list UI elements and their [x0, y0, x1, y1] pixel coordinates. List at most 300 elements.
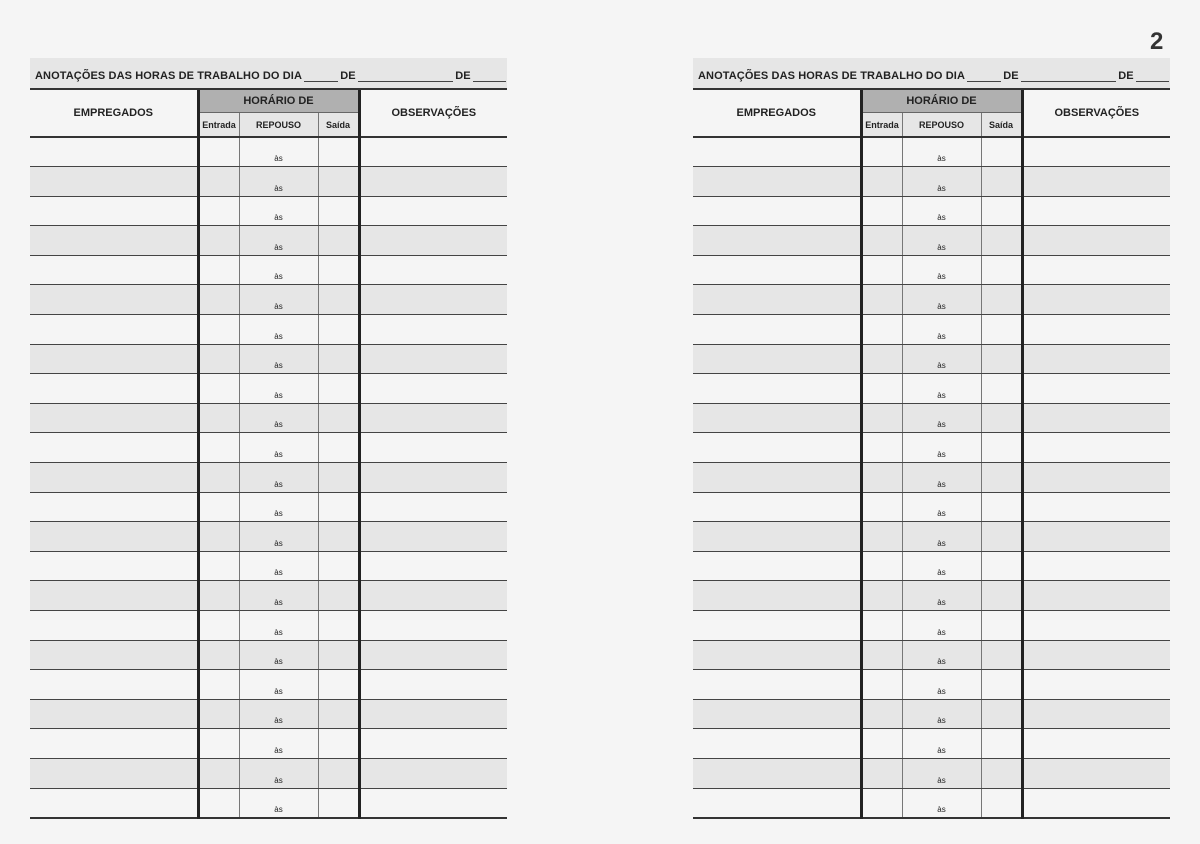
rest-cell[interactable] [239, 640, 318, 670]
rest-separator: às [274, 390, 283, 400]
employee-cell[interactable] [30, 670, 198, 700]
rest-cell[interactable] [239, 788, 318, 818]
employee-cell[interactable] [693, 788, 861, 818]
rest-cell[interactable] [239, 433, 318, 463]
entry-cell[interactable] [861, 374, 902, 404]
rest-cell[interactable] [902, 403, 981, 433]
rest-cell[interactable] [902, 522, 981, 552]
entry-cell[interactable] [861, 344, 902, 374]
exit-cell[interactable] [318, 699, 359, 729]
entry-cell[interactable] [198, 522, 239, 552]
employee-cell[interactable] [693, 433, 861, 463]
rest-separator: às [937, 538, 946, 548]
entry-cell[interactable] [861, 285, 902, 315]
rest-cell[interactable] [239, 463, 318, 493]
exit-cell[interactable] [981, 699, 1022, 729]
table-row [30, 522, 507, 552]
table-row [693, 788, 1170, 818]
rest-separator: às [274, 686, 283, 696]
notes-cell[interactable] [1022, 344, 1170, 374]
entry-cell[interactable] [198, 670, 239, 700]
rest-cell[interactable] [902, 788, 981, 818]
exit-cell[interactable] [318, 403, 359, 433]
exit-header: Saída [318, 113, 359, 137]
employee-cell[interactable] [30, 758, 198, 788]
entry-cell[interactable] [198, 226, 239, 256]
notes-cell[interactable] [359, 285, 507, 315]
entry-cell[interactable] [861, 492, 902, 522]
rest-cell[interactable] [239, 374, 318, 404]
exit-cell[interactable] [318, 374, 359, 404]
rest-cell[interactable] [902, 699, 981, 729]
entry-cell[interactable] [861, 699, 902, 729]
exit-cell[interactable] [981, 729, 1022, 759]
table-row [30, 167, 507, 197]
entry-cell[interactable] [198, 403, 239, 433]
table-row [30, 758, 507, 788]
table-row [693, 699, 1170, 729]
rest-separator: às [274, 272, 283, 282]
rest-cell[interactable] [239, 522, 318, 552]
notes-cell[interactable] [359, 403, 507, 433]
notes-cell[interactable] [1022, 551, 1170, 581]
timesheet-table [30, 90, 507, 819]
exit-cell[interactable] [318, 137, 359, 167]
entry-cell[interactable] [198, 463, 239, 493]
exit-cell[interactable] [981, 611, 1022, 641]
employee-cell[interactable] [30, 226, 198, 256]
exit-cell[interactable] [981, 403, 1022, 433]
employee-cell[interactable] [30, 167, 198, 197]
table-row [693, 581, 1170, 611]
rest-cell[interactable] [239, 285, 318, 315]
notes-cell[interactable] [359, 640, 507, 670]
notes-cell[interactable] [359, 611, 507, 641]
notes-cell[interactable] [359, 581, 507, 611]
employee-cell[interactable] [693, 699, 861, 729]
rest-separator: às [274, 568, 283, 578]
notes-cell[interactable] [1022, 758, 1170, 788]
notes-cell[interactable] [1022, 699, 1170, 729]
exit-cell[interactable] [981, 788, 1022, 818]
notes-header: OBSERVAÇÕES [359, 90, 507, 137]
employee-cell[interactable] [693, 492, 861, 522]
entry-cell[interactable] [198, 167, 239, 197]
employee-cell[interactable] [30, 344, 198, 374]
rest-cell[interactable] [902, 640, 981, 670]
notes-cell[interactable] [1022, 167, 1170, 197]
exit-cell[interactable] [318, 167, 359, 197]
exit-cell[interactable] [318, 729, 359, 759]
entry-cell[interactable] [861, 255, 902, 285]
exit-cell[interactable] [318, 433, 359, 463]
exit-cell[interactable] [981, 255, 1022, 285]
rest-cell[interactable] [902, 551, 981, 581]
entry-cell[interactable] [198, 492, 239, 522]
exit-cell[interactable] [318, 670, 359, 700]
rest-cell[interactable] [902, 344, 981, 374]
rest-cell[interactable] [902, 729, 981, 759]
notes-cell[interactable] [359, 255, 507, 285]
rest-cell[interactable] [902, 285, 981, 315]
notes-cell[interactable] [359, 670, 507, 700]
entry-cell[interactable] [198, 255, 239, 285]
employee-cell[interactable] [30, 255, 198, 285]
rest-separator: às [937, 598, 946, 607]
table-row [30, 315, 507, 345]
entry-cell[interactable] [861, 433, 902, 463]
exit-cell[interactable] [981, 226, 1022, 256]
entry-cell[interactable] [861, 226, 902, 256]
title-de-label: DE [455, 70, 471, 82]
entry-cell[interactable] [861, 167, 902, 197]
rest-separator: às [274, 302, 283, 312]
exit-cell[interactable] [318, 522, 359, 552]
notes-cell[interactable] [1022, 433, 1170, 463]
notes-cell[interactable] [359, 729, 507, 759]
employee-cell[interactable] [693, 315, 861, 345]
table-row [30, 699, 507, 729]
rest-separator: às [937, 213, 946, 223]
entry-cell[interactable] [861, 758, 902, 788]
day-blank-field[interactable] [304, 71, 338, 82]
rest-separator: às [937, 657, 946, 667]
employee-cell[interactable] [693, 670, 861, 700]
sheet-title: ANOTAÇÕES DAS HORAS DE TRABALHO DO DIA [35, 70, 302, 82]
entry-cell[interactable] [198, 640, 239, 670]
exit-cell[interactable] [318, 285, 359, 315]
entry-cell[interactable] [198, 315, 239, 345]
entry-cell[interactable] [198, 196, 239, 226]
employee-cell[interactable] [693, 374, 861, 404]
table-row [30, 344, 507, 374]
rest-cell[interactable] [902, 492, 981, 522]
employee-cell[interactable] [30, 640, 198, 670]
notes-cell[interactable] [359, 433, 507, 463]
entry-cell[interactable] [861, 581, 902, 611]
notes-cell[interactable] [1022, 611, 1170, 641]
right-timesheet [693, 58, 1170, 819]
table-row [30, 581, 507, 611]
notes-cell[interactable] [1022, 315, 1170, 345]
entry-cell[interactable] [198, 699, 239, 729]
employee-cell[interactable] [693, 729, 861, 759]
employee-cell[interactable] [30, 699, 198, 729]
employee-cell[interactable] [693, 196, 861, 226]
exit-cell[interactable] [318, 226, 359, 256]
entry-cell[interactable] [198, 551, 239, 581]
exit-cell[interactable] [981, 551, 1022, 581]
notes-cell[interactable] [1022, 522, 1170, 552]
table-row [693, 463, 1170, 493]
notes-cell[interactable] [1022, 492, 1170, 522]
notes-cell[interactable] [1022, 640, 1170, 670]
table-row [693, 758, 1170, 788]
notes-cell[interactable] [359, 699, 507, 729]
year-blank-field[interactable] [473, 71, 506, 82]
employee-cell[interactable] [30, 729, 198, 759]
employee-cell[interactable] [693, 463, 861, 493]
exit-cell[interactable] [981, 344, 1022, 374]
employee-cell[interactable] [30, 581, 198, 611]
notes-header: OBSERVAÇÕES [1022, 90, 1170, 137]
rest-cell[interactable] [902, 670, 981, 700]
employee-cell[interactable] [30, 137, 198, 167]
notes-cell[interactable] [359, 344, 507, 374]
notes-cell[interactable] [1022, 255, 1170, 285]
schedule-header: HORÁRIO DE [198, 90, 359, 113]
rest-cell[interactable] [902, 255, 981, 285]
entry-header: Entrada [198, 113, 239, 137]
entry-cell[interactable] [198, 611, 239, 641]
rest-cell[interactable] [239, 492, 318, 522]
notes-cell[interactable] [1022, 285, 1170, 315]
rest-cell[interactable] [902, 758, 981, 788]
employee-cell[interactable] [30, 551, 198, 581]
rest-cell[interactable] [239, 167, 318, 197]
employee-cell[interactable] [693, 522, 861, 552]
employee-cell[interactable] [30, 611, 198, 641]
exit-cell[interactable] [981, 758, 1022, 788]
notes-cell[interactable] [1022, 196, 1170, 226]
entry-cell[interactable] [198, 433, 239, 463]
exit-cell[interactable] [981, 137, 1022, 167]
rest-separator: às [274, 213, 283, 223]
employee-cell[interactable] [693, 611, 861, 641]
rest-separator: às [937, 154, 946, 164]
rest-cell[interactable] [239, 551, 318, 581]
notes-cell[interactable] [359, 758, 507, 788]
notes-cell[interactable] [359, 137, 507, 167]
rest-separator: às [937, 242, 946, 252]
rest-cell[interactable] [239, 699, 318, 729]
exit-cell[interactable] [318, 492, 359, 522]
rest-cell[interactable] [902, 433, 981, 463]
exit-cell[interactable] [318, 788, 359, 818]
table-row [693, 492, 1170, 522]
notes-cell[interactable] [1022, 670, 1170, 700]
rest-separator: às [937, 745, 946, 755]
entry-cell[interactable] [861, 670, 902, 700]
entry-cell[interactable] [861, 788, 902, 818]
exit-cell[interactable] [981, 463, 1022, 493]
entry-cell[interactable] [861, 315, 902, 345]
notes-cell[interactable] [359, 788, 507, 818]
rest-cell[interactable] [902, 463, 981, 493]
entry-cell[interactable] [198, 581, 239, 611]
notes-cell[interactable] [1022, 581, 1170, 611]
entry-cell[interactable] [861, 640, 902, 670]
notes-cell[interactable] [359, 463, 507, 493]
exit-cell[interactable] [981, 581, 1022, 611]
entry-cell[interactable] [198, 374, 239, 404]
exit-cell[interactable] [318, 255, 359, 285]
rest-cell[interactable] [239, 344, 318, 374]
employee-cell[interactable] [30, 492, 198, 522]
rest-separator: às [274, 154, 283, 164]
table-row [693, 167, 1170, 197]
entry-cell[interactable] [861, 137, 902, 167]
entry-cell[interactable] [861, 463, 902, 493]
employee-cell[interactable] [693, 758, 861, 788]
employee-cell[interactable] [693, 167, 861, 197]
rest-cell[interactable] [239, 581, 318, 611]
employee-cell[interactable] [30, 433, 198, 463]
table-row [693, 226, 1170, 256]
rest-separator: às [937, 568, 946, 578]
exit-cell[interactable] [318, 640, 359, 670]
schedule-header: HORÁRIO DE [861, 90, 1022, 113]
rest-cell[interactable] [239, 137, 318, 167]
exit-cell[interactable] [318, 581, 359, 611]
notes-cell[interactable] [1022, 788, 1170, 818]
left-timesheet [30, 58, 507, 819]
rest-cell[interactable] [239, 758, 318, 788]
notes-cell[interactable] [359, 226, 507, 256]
rest-cell[interactable] [902, 374, 981, 404]
rest-cell[interactable] [902, 315, 981, 345]
exit-cell[interactable] [318, 463, 359, 493]
rest-cell[interactable] [239, 670, 318, 700]
exit-cell[interactable] [318, 551, 359, 581]
table-row [30, 226, 507, 256]
table-row [693, 374, 1170, 404]
exit-cell[interactable] [981, 522, 1022, 552]
rest-cell[interactable] [902, 137, 981, 167]
employee-cell[interactable] [693, 640, 861, 670]
entry-cell[interactable] [861, 551, 902, 581]
entry-cell[interactable] [198, 344, 239, 374]
exit-cell[interactable] [318, 196, 359, 226]
employee-cell[interactable] [693, 226, 861, 256]
exit-cell[interactable] [981, 196, 1022, 226]
employee-cell[interactable] [30, 374, 198, 404]
notes-cell[interactable] [359, 492, 507, 522]
table-row [30, 374, 507, 404]
sheet-title: ANOTAÇÕES DAS HORAS DE TRABALHO DO DIA [698, 70, 965, 82]
notes-cell[interactable] [359, 167, 507, 197]
notes-cell[interactable] [359, 196, 507, 226]
rest-cell[interactable] [902, 226, 981, 256]
notes-cell[interactable] [1022, 463, 1170, 493]
title-de-label: DE [340, 70, 356, 82]
employee-cell[interactable] [693, 551, 861, 581]
exit-cell[interactable] [981, 374, 1022, 404]
entry-cell[interactable] [861, 522, 902, 552]
exit-cell[interactable] [981, 492, 1022, 522]
rest-cell[interactable] [902, 196, 981, 226]
year-blank-field[interactable] [1136, 71, 1169, 82]
rest-cell[interactable] [239, 196, 318, 226]
notes-cell[interactable] [359, 374, 507, 404]
exit-cell[interactable] [318, 315, 359, 345]
entry-cell[interactable] [861, 729, 902, 759]
notes-cell[interactable] [359, 522, 507, 552]
employee-cell[interactable] [693, 255, 861, 285]
rest-separator: às [274, 598, 283, 607]
exit-cell[interactable] [318, 758, 359, 788]
notes-cell[interactable] [359, 551, 507, 581]
title-de-label: DE [1118, 70, 1134, 82]
employee-cell[interactable] [30, 403, 198, 433]
rest-cell[interactable] [239, 611, 318, 641]
exit-cell[interactable] [981, 285, 1022, 315]
timesheet-rows [30, 137, 507, 818]
entry-cell[interactable] [861, 611, 902, 641]
entry-cell[interactable] [861, 403, 902, 433]
employees-header: EMPREGADOS [693, 90, 861, 137]
table-row [30, 196, 507, 226]
employee-cell[interactable] [30, 285, 198, 315]
notes-cell[interactable] [1022, 403, 1170, 433]
employee-cell[interactable] [30, 522, 198, 552]
notes-cell[interactable] [359, 315, 507, 345]
exit-cell[interactable] [318, 344, 359, 374]
rest-separator: às [937, 450, 946, 460]
employee-cell[interactable] [30, 315, 198, 345]
employee-cell[interactable] [693, 285, 861, 315]
exit-cell[interactable] [318, 611, 359, 641]
month-blank-field[interactable] [1021, 71, 1116, 82]
exit-cell[interactable] [981, 315, 1022, 345]
employee-cell[interactable] [30, 196, 198, 226]
rest-separator: às [937, 331, 946, 341]
rest-cell[interactable] [902, 581, 981, 611]
entry-cell[interactable] [198, 758, 239, 788]
rest-separator: às [937, 716, 946, 726]
rest-cell[interactable] [902, 167, 981, 197]
rest-cell[interactable] [902, 611, 981, 641]
rest-cell[interactable] [239, 403, 318, 433]
rest-cell[interactable] [239, 226, 318, 256]
rest-separator: às [937, 390, 946, 400]
exit-cell[interactable] [981, 167, 1022, 197]
employee-cell[interactable] [693, 581, 861, 611]
table-row [693, 522, 1170, 552]
entry-cell[interactable] [198, 788, 239, 818]
exit-cell[interactable] [981, 670, 1022, 700]
rest-separator: às [274, 361, 283, 371]
month-blank-field[interactable] [358, 71, 453, 82]
employee-cell[interactable] [693, 344, 861, 374]
rest-separator: às [274, 804, 283, 814]
employee-cell[interactable] [30, 788, 198, 818]
title-de-label: DE [1003, 70, 1019, 82]
notes-cell[interactable] [1022, 226, 1170, 256]
table-row [693, 255, 1170, 285]
entry-cell[interactable] [198, 285, 239, 315]
exit-cell[interactable] [981, 433, 1022, 463]
notes-cell[interactable] [1022, 137, 1170, 167]
employee-cell[interactable] [693, 137, 861, 167]
day-blank-field[interactable] [967, 71, 1001, 82]
rest-separator: às [937, 479, 946, 489]
rest-separator: às [274, 716, 283, 726]
employee-cell[interactable] [693, 403, 861, 433]
rest-cell[interactable] [239, 255, 318, 285]
employee-cell[interactable] [30, 463, 198, 493]
notes-cell[interactable] [1022, 374, 1170, 404]
rest-separator: às [274, 745, 283, 755]
entry-cell[interactable] [861, 196, 902, 226]
entry-cell[interactable] [198, 729, 239, 759]
table-row [30, 670, 507, 700]
exit-cell[interactable] [981, 640, 1022, 670]
rest-cell[interactable] [239, 729, 318, 759]
notes-cell[interactable] [1022, 729, 1170, 759]
rest-cell[interactable] [239, 315, 318, 345]
entry-cell[interactable] [198, 137, 239, 167]
